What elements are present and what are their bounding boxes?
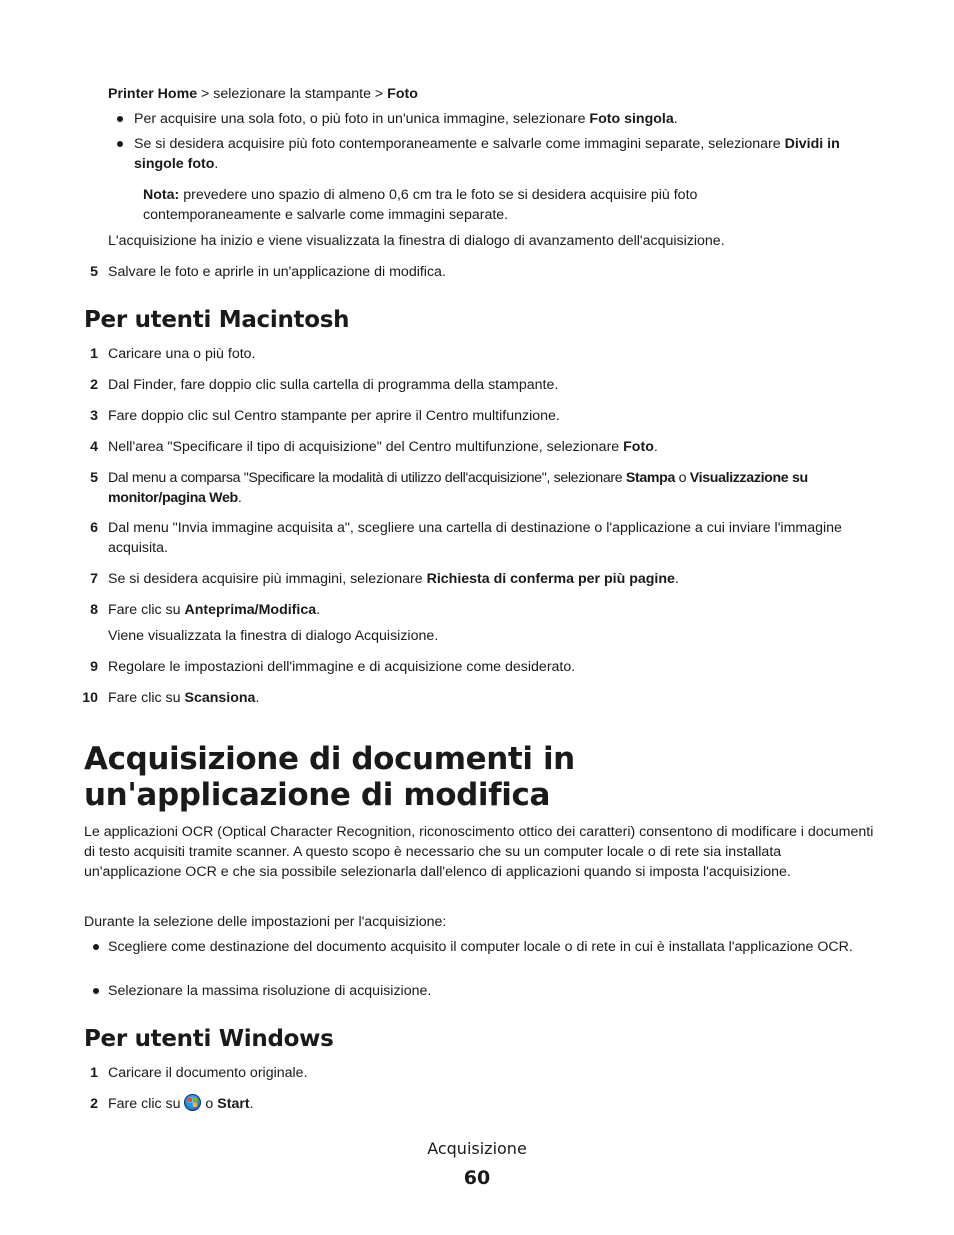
option-dividi-in-singole-foto: Dividi in singole foto: [134, 136, 840, 172]
footer-section-name: Acquisizione: [427, 1139, 527, 1158]
paragraph: Le applicazioni OCR (Optical Character Recognition, riconoscimento ottico dei caratteri) consentono di modificare i documenti di testo acquisiti tramite scanner. A questo scopo è necessario che su un computer locale o di rete sia installata un'applicazione OCR e che sia possibile selezionarla dall'elenco di applicazioni quando si imposta l'acquisizione.: [84, 824, 874, 880]
step-text: Dal menu a comparsa "Specificare la modalità di utilizzo dell'acquisizione", selezionare: [108, 470, 626, 486]
step-number: 4: [90, 439, 98, 455]
step-text: Caricare il documento originale.: [108, 1065, 308, 1081]
windows-start-icon: [184, 1094, 201, 1111]
bullet-foto-singola: [134, 109, 879, 129]
step-5-save: [108, 262, 888, 282]
step-text: Nell'area "Specificare il tipo di acquisizione" del Centro multifunzione, selezionare: [108, 439, 624, 455]
bullet-text-end: .: [673, 111, 678, 127]
step-number: 2: [90, 377, 98, 393]
step-text: Caricare una o più foto.: [108, 346, 256, 362]
mac-step-9: [108, 657, 888, 677]
step-number: 7: [90, 571, 98, 587]
step-number: 5: [90, 470, 98, 486]
mac-step-10: [108, 688, 888, 708]
bullet-text: Per acquisire una sola foto, o più foto in un'unica immagine, selezionare: [134, 111, 590, 127]
option-visualizzazione: Visualizzazione su monitor/pagina Web: [108, 470, 808, 506]
step-text: Dal Finder, fare doppio clic sulla cartella di programma della stampante.: [108, 377, 559, 393]
step-text: Se si desidera acquisire più immagini, selezionare: [108, 571, 427, 587]
page-number: 60: [463, 1167, 491, 1189]
mac-step-5: [108, 468, 878, 508]
step-text-end: .: [249, 1096, 254, 1112]
option-anteprima-modifica: Anteprima/Modifica: [184, 602, 317, 618]
mac-step-2: [108, 375, 888, 395]
step-number: 10: [82, 690, 98, 706]
bullet-dot: [93, 944, 99, 950]
ocr-settings-intro: [84, 912, 876, 932]
bullet-text-end: .: [214, 156, 219, 172]
step-number: 1: [90, 346, 98, 362]
win-step-2: [108, 1094, 888, 1114]
path-line: [108, 84, 888, 104]
step-text-end: .: [237, 490, 242, 506]
step-text: Dal menu "Invia immagine acquisita a", scegliere una cartella di destinazione o l'applicazione a cui inviare l'immagine acquisita.: [108, 520, 842, 556]
mac-step-3: [108, 406, 888, 426]
step-text-or: o: [201, 1096, 218, 1112]
option-foto: Foto: [623, 439, 654, 455]
mac-step-8: [108, 600, 888, 620]
step-number: 8: [90, 602, 98, 618]
ocr-bullet-resolution: [108, 981, 876, 1001]
mac-step-1: [108, 344, 888, 364]
step-number: 9: [90, 659, 98, 675]
note-label: Nota:: [143, 187, 180, 203]
after-note-text: [108, 231, 888, 251]
bullet-text: Selezionare la massima risoluzione di acquisizione.: [108, 983, 432, 999]
option-start: Start: [217, 1096, 250, 1112]
step-text-end: .: [255, 690, 260, 706]
option-scansiona: Scansiona: [184, 690, 256, 706]
bullet-text: Scegliere come destinazione del documento acquisito il computer locale o di rete in cui è installata l'applicazione OCR.: [108, 939, 853, 955]
bullet-dividi: [134, 134, 879, 174]
step-number: 5: [90, 264, 98, 280]
note-text: prevedere uno spazio di almeno 0,6 cm tra le foto se si desidera acquisire più foto contemporaneamente e salvarle come immagini separate.: [143, 187, 698, 223]
path-separator: > selezionare la stampante >: [197, 86, 388, 102]
step-text: Fare doppio clic sul Centro stampante per aprire il Centro multifunzione.: [108, 408, 560, 424]
mac-step-7: [108, 569, 888, 589]
heading-mac: Per utenti Macintosh: [84, 307, 350, 333]
step-text: Regolare le impostazioni dell'immagine e di acquisizione come desiderato.: [108, 659, 576, 675]
bullet-text: Se si desidera acquisire più foto contemporaneamente e salvarle come immagini separate, selezionare: [134, 136, 785, 152]
step-text-end: .: [316, 602, 321, 618]
mac-step-4: [108, 437, 888, 457]
bullet-dot: [93, 988, 99, 994]
step-number: 3: [90, 408, 98, 424]
step-number: 2: [90, 1096, 98, 1112]
mac-step-6: [108, 518, 848, 558]
heading-windows: Per utenti Windows: [84, 1026, 334, 1052]
step-text-or: o: [675, 470, 690, 486]
option-stampa: Stampa: [625, 470, 676, 486]
note: [143, 185, 763, 225]
heading-ocr: Acquisizione di documenti in un'applicazione di modifica: [84, 741, 575, 813]
step-text: Fare clic su: [108, 690, 185, 706]
step-text: Salvare le foto e aprirle in un'applicazione di modifica.: [108, 264, 446, 280]
step-number: 6: [90, 520, 98, 536]
win-step-1: [108, 1063, 888, 1083]
option-richiesta-conferma: Richiesta di conferma per più pagine: [426, 571, 675, 587]
path-foto: Foto: [387, 86, 418, 102]
paragraph: L'acquisizione ha inizio e viene visualizzata la finestra di dialogo di avanzamento dell'acquisizione.: [108, 233, 725, 249]
ocr-bullet-destination: [108, 937, 876, 957]
option-foto-singola: Foto singola: [589, 111, 674, 127]
step-result-text: Viene visualizzata la finestra di dialogo Acquisizione.: [108, 628, 439, 644]
step-text-end: .: [674, 571, 679, 587]
bullet-dot: [117, 141, 123, 147]
path-printer-home: Printer Home: [108, 86, 198, 102]
paragraph: Durante la selezione delle impostazioni per l'acquisizione:: [84, 914, 447, 930]
mac-step-8-result: [108, 626, 888, 646]
step-text: Fare clic su: [108, 602, 185, 618]
bullet-dot: [117, 116, 123, 122]
step-number: 1: [90, 1065, 98, 1081]
step-text: Fare clic su: [108, 1096, 185, 1112]
step-text-end: .: [653, 439, 658, 455]
ocr-intro-paragraph: [84, 822, 876, 882]
